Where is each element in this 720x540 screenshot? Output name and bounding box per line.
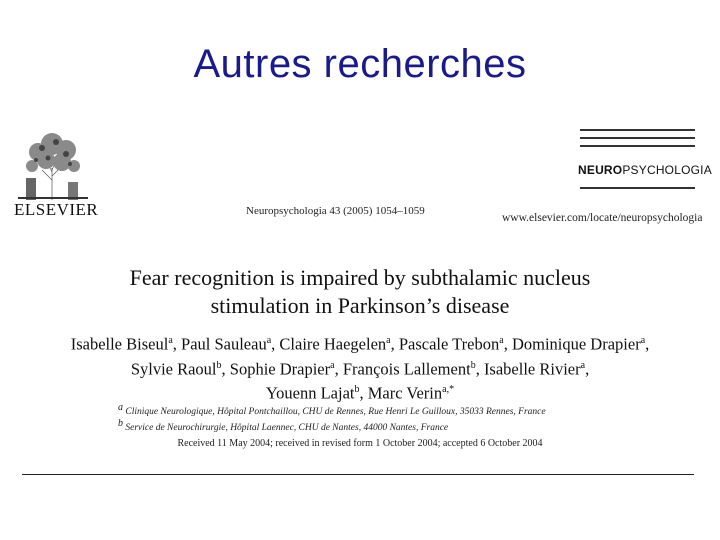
author-affiliation-mark: a — [499, 335, 504, 346]
affiliation-item — [118, 402, 618, 418]
author-separator: , — [585, 359, 590, 378]
author-separator: , — [645, 334, 650, 354]
author-affiliation-mark: a,* — [442, 384, 455, 395]
author-affiliation-mark: a — [266, 335, 272, 346]
author-line — [20, 355, 700, 380]
publisher-name: ELSEVIER — [14, 200, 99, 219]
author-affiliation-mark: b — [354, 384, 360, 395]
author-separator: , — [271, 334, 280, 354]
author-line — [20, 330, 700, 355]
affiliation-item — [118, 418, 618, 434]
author-name: Marc Verin — [367, 383, 443, 403]
journal-citation: Neuropsychologia 43 (2005) 1054–1059 — [246, 205, 425, 217]
journal-name: NEUROPSYCHOLOGIA — [578, 163, 712, 177]
elsevier-tree-icon — [18, 130, 88, 200]
author-name: Sophie Drapier — [229, 359, 331, 378]
affiliation-text: Service de Neurochirurgie, Hôpital Laennec, CHU de Nantes, 44000 Nantes, France — [123, 423, 449, 434]
author-affiliation-mark: b — [216, 359, 222, 371]
author-affiliation-mark: a — [168, 335, 173, 346]
author-separator: , — [221, 359, 230, 378]
author-line — [20, 379, 700, 404]
journal-rule-middle — [580, 137, 695, 139]
author-separator: , — [475, 359, 484, 378]
author-name: François Lallement — [342, 359, 471, 378]
journal-url: www.elsevier.com/locate/neuropsychologia — [502, 212, 703, 224]
affiliation-list — [118, 402, 618, 434]
affiliation-mark: a — [118, 402, 123, 413]
slide-title: Autres recherches — [193, 42, 527, 86]
elsevier-logo — [18, 130, 88, 200]
author-name: Isabelle Biseul — [70, 334, 169, 354]
author-name: Paul Sauleau — [181, 334, 267, 354]
author-affiliation-mark: a — [386, 335, 391, 346]
journal-rule-lower — [580, 145, 695, 147]
author-affiliation-mark: a — [640, 335, 646, 346]
author-separator: , — [390, 334, 399, 354]
affiliation-mark: b — [118, 418, 123, 430]
author-separator: , — [334, 359, 343, 378]
author-affiliation-mark: a — [330, 359, 335, 371]
author-separator: , — [359, 383, 368, 403]
author-name: Sylvie Raoul — [130, 359, 217, 378]
author-affiliation-mark: b — [470, 359, 476, 371]
author-name: Claire Haegelen — [279, 334, 387, 354]
author-name: Isabelle Rivier — [483, 359, 581, 378]
paper-title — [80, 264, 640, 320]
author-name: Youenn Lajat — [265, 383, 355, 403]
received-dates: Received 11 May 2004; received in revised form 1 October 2004; accepted 6 October 2004 — [177, 438, 543, 449]
author-affiliation-mark: a — [580, 359, 586, 371]
author-list — [20, 330, 700, 404]
author-name: Dominique Drapier — [511, 334, 641, 354]
author-separator: , — [172, 334, 182, 354]
author-separator: , — [503, 334, 512, 354]
journal-rule-top — [580, 129, 695, 131]
affiliation-text: Clinique Neurologique, Hôpital Pontchaillou, CHU de Rennes, Rue Henri Le Guilloux, 35033 Rennes, France — [123, 407, 546, 418]
paper-title-line: Fear recognition is impaired by subthalamic nucleus — [129, 265, 591, 290]
author-name: Pascale Trebon — [398, 334, 500, 354]
bottom-rule — [22, 474, 694, 475]
journal-rule-bottom — [580, 187, 695, 189]
paper-title-line: stimulation in Parkinson’s disease — [210, 293, 510, 318]
